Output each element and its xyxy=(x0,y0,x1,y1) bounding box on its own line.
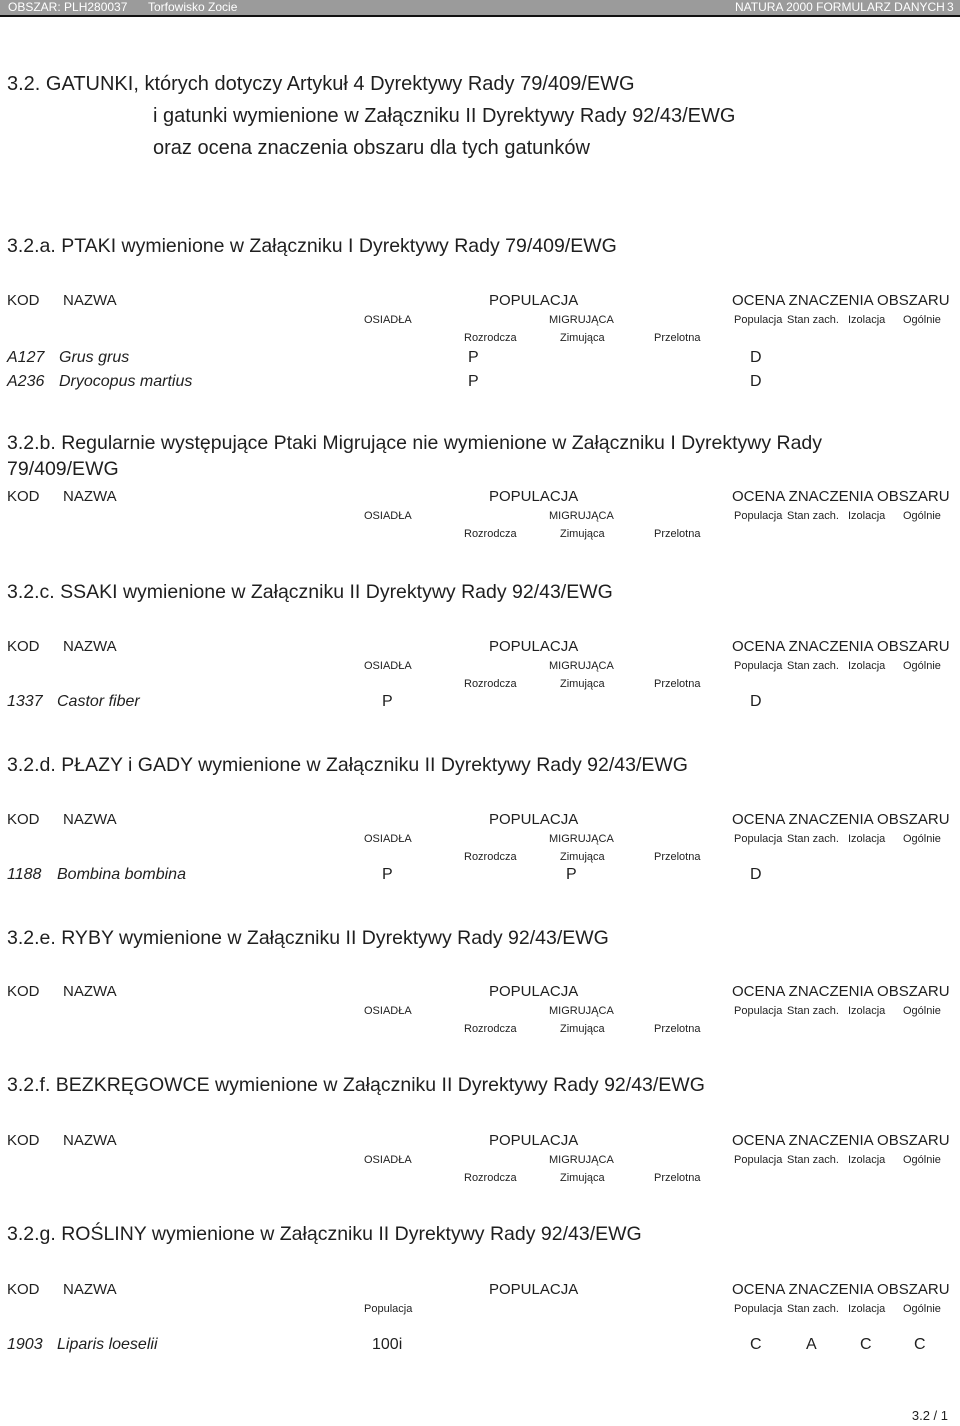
species-name: Castor fiber xyxy=(57,693,140,710)
section-title-line-1: 3.2.b. Regularnie występujące Ptaki Migrujące nie wymienione w Załączniku I Dyrektywy Rady xyxy=(7,432,823,454)
assessment-global: C xyxy=(914,1336,926,1353)
col-header-izolacja: Izolacja xyxy=(848,1154,886,1166)
section-title: 3.2.g. ROŚLINY wymienione w Załączniku II Dyrektywy Rady 92/43/EWG xyxy=(7,1223,642,1245)
col-header-ocena-populacja: Populacja xyxy=(734,510,783,522)
col-header-ocena: OCENA ZNACZENIA OBSZARU xyxy=(732,292,950,309)
col-header-nazwa: NAZWA xyxy=(63,1281,117,1298)
table-row xyxy=(0,373,960,393)
col-header-osiadla: OSIADŁA xyxy=(364,1005,412,1017)
col-header-populacja: POPULACJA xyxy=(489,811,579,828)
col-header-rozrodcza: Rozrodcza xyxy=(464,1023,517,1035)
col-header-nazwa: NAZWA xyxy=(63,638,117,655)
col-header-populacja: POPULACJA xyxy=(489,488,579,505)
page-footer-number: 3.2 / 1 xyxy=(911,1408,948,1423)
species-table-header xyxy=(0,1132,960,1212)
col-header-migrujaca: MIGRUJĄCA xyxy=(549,314,614,326)
col-header-przelotna: Przelotna xyxy=(654,678,701,690)
col-header-zimujaca: Zimująca xyxy=(560,851,605,863)
assessment-population: D xyxy=(750,693,762,710)
col-header-ocena-populacja: Populacja xyxy=(734,1154,783,1166)
section-title: 3.2.a. PTAKI wymienione w Załączniku I Dyrektywy Rady 79/409/EWG xyxy=(7,235,617,257)
table-row xyxy=(0,1336,960,1356)
section-title-line-2: 79/409/EWG xyxy=(7,458,119,480)
header-site-code: OBSZAR: PLH280037 xyxy=(8,0,128,14)
assessment-population: D xyxy=(750,349,762,366)
col-header-izolacja: Izolacja xyxy=(848,510,886,522)
col-header-ocena: OCENA ZNACZENIA OBSZARU xyxy=(732,1132,950,1149)
assessment-isolation: C xyxy=(860,1336,872,1353)
col-header-stan-zach: Stan zach. xyxy=(787,660,839,672)
col-header-kod: KOD xyxy=(7,292,40,309)
col-header-ocena-populacja: Populacja xyxy=(734,314,783,326)
col-header-kod: KOD xyxy=(7,811,40,828)
col-header-izolacja: Izolacja xyxy=(848,833,886,845)
col-header-migrujaca: MIGRUJĄCA xyxy=(549,1005,614,1017)
table-row xyxy=(0,693,960,713)
population-breeding: P xyxy=(566,866,577,883)
col-header-ocena: OCENA ZNACZENIA OBSZARU xyxy=(732,1281,950,1298)
col-header-rozrodcza: Rozrodcza xyxy=(464,678,517,690)
col-header-ogolnie: Ogólnie xyxy=(903,833,941,845)
section-title: 3.2.d. PŁAZY i GADY wymienione w Załączniku II Dyrektywy Rady 92/43/EWG xyxy=(7,754,688,776)
population-count: 100i xyxy=(372,1336,403,1353)
col-header-nazwa: NAZWA xyxy=(63,292,117,309)
col-header-ogolnie: Ogólnie xyxy=(903,510,941,522)
species-code: A127 xyxy=(7,349,45,366)
population-resident: P xyxy=(468,373,479,390)
main-title-line-1: 3.2. GATUNKI, których dotyczy Artykuł 4 Dyrektywy Rady 79/409/EWG xyxy=(7,73,635,95)
col-header-kod: KOD xyxy=(7,488,40,505)
section-title xyxy=(7,430,822,482)
col-header-migrujaca: MIGRUJĄCA xyxy=(549,660,614,672)
col-header-nazwa: NAZWA xyxy=(63,811,117,828)
header-site-name: Torfowisko Zocie xyxy=(148,0,238,14)
col-header-nazwa: NAZWA xyxy=(63,488,117,505)
species-table-header xyxy=(0,488,960,568)
col-header-rozrodcza: Rozrodcza xyxy=(464,1172,517,1184)
col-header-zimujaca: Zimująca xyxy=(560,678,605,690)
col-header-przelotna: Przelotna xyxy=(654,528,701,540)
col-header-ocena: OCENA ZNACZENIA OBSZARU xyxy=(732,983,950,1000)
page-header-bar xyxy=(0,0,960,17)
col-header-migrujaca: MIGRUJĄCA xyxy=(549,833,614,845)
col-header-stan-zach: Stan zach. xyxy=(787,833,839,845)
col-header-stan-zach: Stan zach. xyxy=(787,1154,839,1166)
header-page-number: 3 xyxy=(947,0,954,14)
col-header-rozrodcza: Rozrodcza xyxy=(464,332,517,344)
population-resident: P xyxy=(382,866,393,883)
col-header-izolacja: Izolacja xyxy=(848,314,886,326)
col-header-przelotna: Przelotna xyxy=(654,332,701,344)
col-header-ogolnie: Ogólnie xyxy=(903,314,941,326)
col-header-rozrodcza: Rozrodcza xyxy=(464,851,517,863)
table-row xyxy=(0,349,960,369)
col-header-kod: KOD xyxy=(7,638,40,655)
species-name: Dryocopus martius xyxy=(59,373,193,390)
col-header-izolacja: Izolacja xyxy=(848,1005,886,1017)
assessment-conservation: A xyxy=(806,1336,817,1353)
col-header-ogolnie: Ogólnie xyxy=(903,660,941,672)
col-header-przelotna: Przelotna xyxy=(654,851,701,863)
col-header-zimujaca: Zimująca xyxy=(560,528,605,540)
col-header-rozrodcza: Rozrodcza xyxy=(464,528,517,540)
col-header-przelotna: Przelotna xyxy=(654,1172,701,1184)
col-header-osiadla: OSIADŁA xyxy=(364,1154,412,1166)
col-header-zimujaca: Zimująca xyxy=(560,1023,605,1035)
section-title: 3.2.f. BEZKRĘGOWCE wymienione w Załączniku II Dyrektywy Rady 92/43/EWG xyxy=(7,1074,705,1096)
col-header-populacja: POPULACJA xyxy=(489,638,579,655)
species-name: Liparis loeselii xyxy=(57,1336,158,1353)
col-header-ocena-populacja: Populacja xyxy=(734,1303,783,1315)
col-header-osiadla: OSIADŁA xyxy=(364,314,412,326)
col-header-migrujaca: MIGRUJĄCA xyxy=(549,1154,614,1166)
col-header-osiadla: OSIADŁA xyxy=(364,510,412,522)
section-title: 3.2.e. RYBY wymienione w Załączniku II Dyrektywy Rady 92/43/EWG xyxy=(7,927,609,949)
col-header-zimujaca: Zimująca xyxy=(560,1172,605,1184)
col-header-nazwa: NAZWA xyxy=(63,983,117,1000)
main-title xyxy=(7,68,735,164)
col-header-kod: KOD xyxy=(7,1132,40,1149)
col-header-ocena: OCENA ZNACZENIA OBSZARU xyxy=(732,811,950,828)
col-header-kod: KOD xyxy=(7,1281,40,1298)
col-header-stan-zach: Stan zach. xyxy=(787,1005,839,1017)
species-name: Grus grus xyxy=(59,349,130,366)
col-header-izolacja: Izolacja xyxy=(848,1303,886,1315)
col-header-ocena-populacja: Populacja xyxy=(734,660,783,672)
assessment-population: D xyxy=(750,866,762,883)
col-header-osiadla: OSIADŁA xyxy=(364,660,412,672)
assessment-population: D xyxy=(750,373,762,390)
col-header-populacja: POPULACJA xyxy=(489,292,579,309)
col-header-populacja: POPULACJA xyxy=(489,1281,579,1298)
col-header-ogolnie: Ogólnie xyxy=(903,1303,941,1315)
col-header-populacja: POPULACJA xyxy=(489,1132,579,1149)
col-header-stan-zach: Stan zach. xyxy=(787,1303,839,1315)
col-header-stan-zach: Stan zach. xyxy=(787,314,839,326)
main-title-line-3: oraz ocena znaczenia obszaru dla tych gatunków xyxy=(153,137,590,159)
col-header-stan-zach: Stan zach. xyxy=(787,510,839,522)
col-header-populacja: POPULACJA xyxy=(489,983,579,1000)
assessment-population: C xyxy=(750,1336,762,1353)
col-header-ogolnie: Ogólnie xyxy=(903,1154,941,1166)
species-table-header xyxy=(0,983,960,1063)
col-header-plant-populacja: Populacja xyxy=(364,1303,413,1315)
col-header-ocena-populacja: Populacja xyxy=(734,1005,783,1017)
col-header-ogolnie: Ogólnie xyxy=(903,1005,941,1017)
col-header-ocena: OCENA ZNACZENIA OBSZARU xyxy=(732,488,950,505)
col-header-nazwa: NAZWA xyxy=(63,1132,117,1149)
col-header-przelotna: Przelotna xyxy=(654,1023,701,1035)
table-row xyxy=(0,866,960,886)
col-header-zimujaca: Zimująca xyxy=(560,332,605,344)
header-form-name: NATURA 2000 FORMULARZ DANYCH xyxy=(735,0,945,14)
species-code: 1337 xyxy=(7,693,43,710)
section-title: 3.2.c. SSAKI wymienione w Załączniku II Dyrektywy Rady 92/43/EWG xyxy=(7,581,613,603)
species-code: A236 xyxy=(7,373,45,390)
main-title-line-2: i gatunki wymienione w Załączniku II Dyrektywy Rady 92/43/EWG xyxy=(153,105,736,127)
col-header-osiadla: OSIADŁA xyxy=(364,833,412,845)
col-header-izolacja: Izolacja xyxy=(848,660,886,672)
species-name: Bombina bombina xyxy=(57,866,186,883)
species-code: 1188 xyxy=(7,866,42,883)
col-header-kod: KOD xyxy=(7,983,40,1000)
col-header-ocena: OCENA ZNACZENIA OBSZARU xyxy=(732,638,950,655)
population-resident: P xyxy=(382,693,393,710)
population-resident: P xyxy=(468,349,479,366)
species-code: 1903 xyxy=(7,1336,43,1353)
col-header-migrujaca: MIGRUJĄCA xyxy=(549,510,614,522)
col-header-ocena-populacja: Populacja xyxy=(734,833,783,845)
